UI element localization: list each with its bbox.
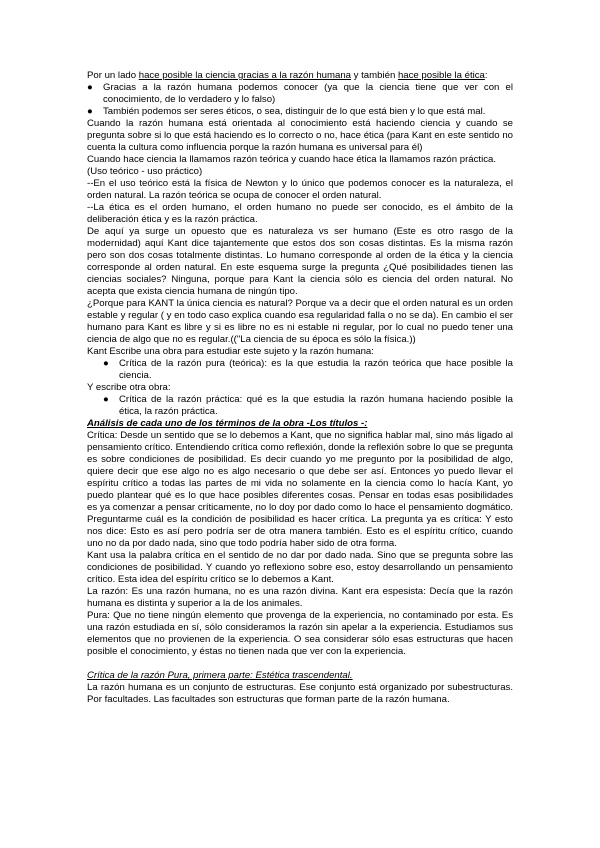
paragraph: --La ética es el orden humano, el orden humano no puede ser conocido, es el ámbito de la deliberación ética y es la razón práctica.: [87, 202, 513, 225]
list-item: ● Crítica de la razón pura (teórica): es la que estudia la razón teórica que hace posible la ciencia.: [103, 358, 513, 381]
paragraph: Kant usa la palabra crítica en el sentido de no dar por dado nada. Sino que se pregunta sobre las condiciones de posibilidad. Y cuando yo reflexiono sobre eso, estoy desarrollando un pensamiento crítico. Esta idea del espíritu crítico se lo debemos a Kant.: [87, 550, 513, 585]
paragraph: ¿Porque para KANT la única ciencia es natural? Porque va a decir que el orden natural es un orden estable y regular ( y en todo caso explica cuando esa regularidad falla o no se da). En cambio el ser humano para Kant es libre y si es libre no es ni estable ni regular, por lo cual no puedo tener una ciencia de algo que no es regular.(("La ciencia de su época es sólo la física.)): [87, 298, 513, 345]
list-item: ● También podemos ser seres éticos, o sea, distinguir de lo que está bien y lo que está mal.: [87, 106, 486, 117]
bullet-list-1: [87, 82, 513, 118]
list-item: ● Gracias a la razón humana podemos conocer (ya que la ciencia tiene que ver con el conocimiento, de lo verdadero y lo falso): [87, 82, 513, 105]
paragraph: Kant Escribe una obra para estudiar este sujeto y la razón humana:: [87, 346, 374, 357]
intro-underline-science: hace posible la ciencia gracias a la razón humana: [138, 70, 352, 81]
paragraph: De aquí ya surge un opuesto que es naturaleza vs ser humano (Este es otro rasgo de la modernidad) aquí Kant dice tajantemente que estos dos son cosas distintas. Es la misma razón pero son dos cosas totalmente distintas. Lo humano corresponde al orden de la ética y la ciencia corresponde al orden natural. En este esquema surge la pregunta ¿Qué posibilidades tienen las ciencias sociales? Ninguna, porque para Kant la ciencia sólo es ciencia del orden natural. No acepta que exista ciencia humana de ningún tipo.: [87, 226, 513, 297]
paragraph: Y escribe otra obra:: [87, 382, 171, 393]
bullet-list-2: [87, 358, 513, 382]
bullet-list-3: [87, 394, 513, 418]
bullet-icon: ●: [103, 394, 109, 405]
intro-post: :: [484, 70, 488, 81]
paragraph: Cuando hace ciencia la llamamos razón teórica y cuando hace ética la llamamos razón práctica.: [87, 154, 497, 165]
intro-mid: y también: [351, 70, 398, 81]
intro-underline-ethics: hace posible la ética: [397, 70, 485, 81]
section-heading: Análisis de cada uno de los términos de la obra -Los títulos -:: [87, 418, 368, 429]
paragraph: --En el uso teórico está la física de Newton y lo único que podemos conocer es la naturaleza, el orden natural. La razón teórica se ocupa de conocer el orden natural.: [87, 178, 513, 201]
paragraph: Pura: Que no tiene ningún elemento que provenga de la experiencia, no contaminado por esta. Es una razón estudiada en sí, sólo consideramos la razón sin apelar a la experiencia. Estudiamos sus elementos que no provienen de la experiencia. O sea considerar sólo esas estructuras que hacen posible el conocimiento, y éstas no tienen nada que ver con la experiencia.: [87, 610, 513, 657]
paragraph: (Uso teórico - uso práctico): [87, 166, 203, 177]
paragraph: Crítica: Desde un sentido que se lo debemos a Kant, que no significa hablar mal, sino más ligado al pensamiento crítico. Entendiendo crítica como reflexión, donde la reflexión sobre lo que se pregunta es sobre condiciones de posibilidad. Es decir cuando yo me pregunto por la posibilidad de algo, quiere decir que ese algo no es algo necesario o que debe ser así. Entonces yo puedo llevar el espíritu crítico a todas las partes de mi vida no solamente en la ciencia como lo hacía Kant, yo puedo plantear qué es lo que hace posibles diferentes cosas. Pensar en todas esas posibilidades es ya comenzar a pensar críticamente, no lo doy por dado como lo hace el pensamiento dogmático. Preguntarme cuál es la condición de posibilidad es hacer crítica. La pregunta ya es crítica: Y esto nos dice: Esto es así pero podría ser de otra manera también. Esto es el espíritu crítico, cuando uno no da por dado nada, sino que todo podría haber sido de otra forma.: [87, 430, 513, 549]
list-item: ● Crítica de la razón práctica: qué es la que estudia la razón humana haciendo posible la ética, la razón práctica.: [103, 394, 513, 417]
intro-pre: Por un lado: [87, 70, 139, 81]
paragraph: La razón humana es un conjunto de estructuras. Ese conjunto está organizado por subestructuras. Por facultades. Las facultades son estructuras que forman parte de la razón humana.: [87, 682, 513, 705]
document-page: [87, 70, 513, 706]
bullet-icon: ●: [87, 106, 93, 117]
spacer: [87, 658, 513, 670]
intro-line: [87, 70, 513, 82]
section-heading: Crítica de la razón Pura, primera parte: Estética trascendental.: [87, 670, 353, 681]
bullet-icon: ●: [103, 358, 109, 369]
paragraph: La razón: Es una razón humana, no es una razón divina. Kant era espesista: Decía que la razón humana es distinta y superior a la de los animales.: [87, 586, 513, 609]
paragraph: Cuando la razón humana está orientada al conocimiento está haciendo ciencia y cuando se pregunta sobre si lo que está haciendo es lo correcto o no, hace ética (para Kant en este sentido no cuenta la cultura como influencia porque la razón humana es universal para él): [87, 118, 513, 153]
bullet-icon: ●: [87, 82, 93, 93]
